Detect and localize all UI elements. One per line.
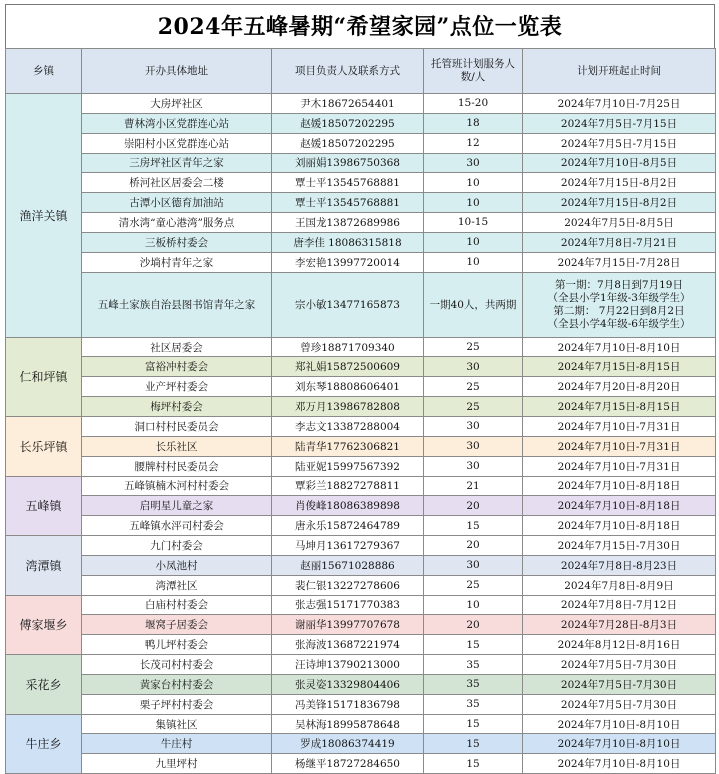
table-row xyxy=(6,357,716,377)
count-cell: 15 xyxy=(424,516,523,536)
address-cell: 牛庄村 xyxy=(82,734,272,754)
town-cell: 湾潭镇 xyxy=(6,536,82,596)
time-cell: 2024年7月15日-7月28日 xyxy=(523,252,716,272)
table-row xyxy=(6,232,716,252)
town-cell: 牛庄乡 xyxy=(6,714,82,774)
address-cell: 社区居委会 xyxy=(82,337,272,357)
time-cell: 2024年7月10日-8月10日 xyxy=(523,714,716,734)
contact-cell: 张海波13687221974 xyxy=(272,635,424,655)
count-cell: 10 xyxy=(424,252,523,272)
table-row xyxy=(6,754,716,774)
contact-cell: 罗成18086374419 xyxy=(272,734,424,754)
count-cell: 15 xyxy=(424,734,523,754)
address-cell: 三房坪社区青年之家 xyxy=(82,153,272,173)
count-cell: 30 xyxy=(424,436,523,456)
time-cell: 2024年7月10日-7月31日 xyxy=(523,436,716,456)
time-cell: 2024年7月5日-8月5日 xyxy=(523,213,716,233)
town-cell: 仁和坪镇 xyxy=(6,337,82,416)
table-row xyxy=(6,655,716,675)
contact-cell: 覃士平13545768881 xyxy=(272,173,424,193)
table-row xyxy=(6,133,716,153)
time-cell: 2024年7月15日-7月30日 xyxy=(523,536,716,556)
contact-cell: 肖俊峰18086389898 xyxy=(272,496,424,516)
table-row xyxy=(6,436,716,456)
contact-cell: 覃士平13545768881 xyxy=(272,193,424,213)
page-title: 2024年五峰暑期“希望家园”点位一览表 xyxy=(5,4,715,48)
table-row xyxy=(6,252,716,272)
time-cell: 2024年7月8日-8月9日 xyxy=(523,575,716,595)
town-cell: 长乐坪镇 xyxy=(6,416,82,476)
count-cell: 10 xyxy=(424,595,523,615)
count-cell: 10-15 xyxy=(424,213,523,233)
address-cell: 业产坪村委会 xyxy=(82,377,272,397)
contact-cell: 唐李佳 18086315818 xyxy=(272,232,424,252)
address-cell: 腰牌村村民委员会 xyxy=(82,456,272,476)
count-cell: 18 xyxy=(424,113,523,133)
count-cell: 25 xyxy=(424,397,523,417)
time-cell: 2024年7月8日-7月21日 xyxy=(523,232,716,252)
time-line: 第一期：7月8日到7月19日 xyxy=(555,278,683,291)
time-cell: 2024年7月5日-7月15日 xyxy=(523,113,716,133)
address-cell: 富裕冲村委会 xyxy=(82,357,272,377)
contact-cell: 曾珍18871709340 xyxy=(272,337,424,357)
count-cell: 15-20 xyxy=(424,94,523,114)
address-cell: 白庙村村委会 xyxy=(82,595,272,615)
contact-cell: 尹木18672654401 xyxy=(272,94,424,114)
time-cell: 2024年7月10日-8月18日 xyxy=(523,496,716,516)
count-cell: 30 xyxy=(424,456,523,476)
document-sheet xyxy=(5,4,715,774)
table-row xyxy=(6,397,716,417)
header-contact: 项目负责人及联系方式 xyxy=(272,49,424,94)
address-cell: 古潭小区德育加油站 xyxy=(82,193,272,213)
table-row xyxy=(6,456,716,476)
count-cell: 10 xyxy=(424,232,523,252)
address-cell: 五峰镇楠木河村村委会 xyxy=(82,476,272,496)
header-count: 托管班计划服务人数/人 xyxy=(424,49,523,94)
table-row xyxy=(6,153,716,173)
table-row xyxy=(6,377,716,397)
count-cell: 35 xyxy=(424,674,523,694)
time-cell: 2024年7月10日-8月18日 xyxy=(523,516,716,536)
time-cell: 2024年7月10日-7月25日 xyxy=(523,94,716,114)
address-cell: 九里坪村 xyxy=(82,754,272,774)
town-cell: 傅家堰乡 xyxy=(6,595,82,655)
table-row xyxy=(6,536,716,556)
time-cell: 2024年7月5日-7月15日 xyxy=(523,133,716,153)
contact-cell: 陆青华17762306821 xyxy=(272,436,424,456)
table-row xyxy=(6,272,716,337)
count-cell: 25 xyxy=(424,377,523,397)
address-cell: 集镇社区 xyxy=(82,714,272,734)
address-cell: 沙埫村青年之家 xyxy=(82,252,272,272)
contact-cell: 宗小敏13477165873 xyxy=(272,272,424,337)
contact-cell: 陆亚妮15997567392 xyxy=(272,456,424,476)
count-cell: 20 xyxy=(424,615,523,635)
contact-cell: 杨继平18727284650 xyxy=(272,754,424,774)
contact-cell: 郑礼娟15872500609 xyxy=(272,357,424,377)
count-cell: 20 xyxy=(424,496,523,516)
count-cell: 30 xyxy=(424,416,523,436)
count-cell: 12 xyxy=(424,133,523,153)
address-cell: 九门村委会 xyxy=(82,536,272,556)
contact-cell: 谢丽华13997707678 xyxy=(272,615,424,635)
contact-cell: 赵媛18507202295 xyxy=(272,133,424,153)
count-cell: 15 xyxy=(424,635,523,655)
time-cell: 2024年7月5日-7月30日 xyxy=(523,694,716,714)
table-row xyxy=(6,113,716,133)
contact-cell: 李志文13387288004 xyxy=(272,416,424,436)
header-address: 开办具体地址 xyxy=(82,49,272,94)
town-cell: 五峰镇 xyxy=(6,476,82,536)
table-row xyxy=(6,694,716,714)
time-cell: 2024年7月5日-7月30日 xyxy=(523,655,716,675)
contact-cell: 李宏艳13997720014 xyxy=(272,252,424,272)
address-cell: 梅坪村委会 xyxy=(82,397,272,417)
time-cell: 2024年7月10日-7月31日 xyxy=(523,456,716,476)
contact-cell: 唐永乐15872464789 xyxy=(272,516,424,536)
address-cell: 五峰镇水泙司村委会 xyxy=(82,516,272,536)
time-cell: 2024年7月10日-8月10日 xyxy=(523,734,716,754)
table-row xyxy=(6,94,716,114)
table-row xyxy=(6,575,716,595)
count-cell: 30 xyxy=(424,357,523,377)
address-cell: 黄家台村村委会 xyxy=(82,674,272,694)
header-town: 乡镇 xyxy=(6,49,82,94)
time-line: （全县小学1年级-3年级学生） xyxy=(547,291,691,304)
count-cell: 25 xyxy=(424,575,523,595)
time-cell: 2024年7月10日-8月10日 xyxy=(523,337,716,357)
address-cell: 清水湾“童心港湾”服务点 xyxy=(82,213,272,233)
count-cell: 15 xyxy=(424,754,523,774)
header-row xyxy=(6,49,716,94)
address-cell: 长乐社区 xyxy=(82,436,272,456)
table-row xyxy=(6,193,716,213)
table-row xyxy=(6,213,716,233)
time-cell: 2024年7月8日-7月12日 xyxy=(523,595,716,615)
table-row xyxy=(6,674,716,694)
contact-cell: 赵丽15671028886 xyxy=(272,555,424,575)
count-cell: 25 xyxy=(424,337,523,357)
time-cell: 2024年7月5日-7月30日 xyxy=(523,674,716,694)
address-cell: 堰窝子居委会 xyxy=(82,615,272,635)
count-cell: 20 xyxy=(424,536,523,556)
address-cell: 五峰土家族自治县图书馆青年之家 xyxy=(82,272,272,337)
table-row xyxy=(6,635,716,655)
contact-cell: 裴仁银13227278606 xyxy=(272,575,424,595)
table-row xyxy=(6,476,716,496)
contact-cell: 赵媛18507202295 xyxy=(272,113,424,133)
contact-cell: 王国龙13872689986 xyxy=(272,213,424,233)
time-cell: 2024年7月8日-8月23日 xyxy=(523,555,716,575)
time-cell: 2024年7月10日-7月31日 xyxy=(523,416,716,436)
address-cell: 洞口村村民委员会 xyxy=(82,416,272,436)
time-cell: 2024年7月15日-8月2日 xyxy=(523,173,716,193)
contact-cell: 汪诗坤13790213000 xyxy=(272,655,424,675)
town-cell: 渔洋关镇 xyxy=(6,94,82,338)
time-cell: 2024年7月10日-8月10日 xyxy=(523,754,716,774)
contact-cell: 张志强15171770383 xyxy=(272,595,424,615)
table-row xyxy=(6,714,716,734)
table-row xyxy=(6,416,716,436)
time-line: 第二期： 7月22日到8月2日 xyxy=(553,304,685,317)
address-cell: 小凤池村 xyxy=(82,555,272,575)
contact-cell: 邓万月13986782808 xyxy=(272,397,424,417)
count-cell: 10 xyxy=(424,193,523,213)
count-cell: 21 xyxy=(424,476,523,496)
time-cell: 2024年7月10日-8月18日 xyxy=(523,476,716,496)
address-cell: 湾潭社区 xyxy=(82,575,272,595)
table-row xyxy=(6,555,716,575)
count-cell: 35 xyxy=(424,694,523,714)
address-cell: 长茂司村村委会 xyxy=(82,655,272,675)
table-row xyxy=(6,595,716,615)
time-cell: 2024年7月28日-8月3日 xyxy=(523,615,716,635)
time-cell xyxy=(523,272,716,337)
address-cell: 栗子坪村村委会 xyxy=(82,694,272,714)
table-row xyxy=(6,516,716,536)
time-cell: 2024年7月20日-8月20日 xyxy=(523,377,716,397)
header-time: 计划开班起止时间 xyxy=(523,49,716,94)
table-body xyxy=(6,94,716,774)
table-row xyxy=(6,173,716,193)
schedule-table xyxy=(5,48,716,774)
time-cell: 2024年7月15日-8月15日 xyxy=(523,357,716,377)
contact-cell: 吴林海18995878648 xyxy=(272,714,424,734)
address-cell: 三板桥村委会 xyxy=(82,232,272,252)
time-cell: 2024年7月15日-8月15日 xyxy=(523,397,716,417)
time-cell: 2024年8月12日-8月16日 xyxy=(523,635,716,655)
address-cell: 鸭儿坪村委会 xyxy=(82,635,272,655)
table-row xyxy=(6,734,716,754)
table-row xyxy=(6,337,716,357)
table-row xyxy=(6,615,716,635)
address-cell: 曹林湾小区党群连心站 xyxy=(82,113,272,133)
town-cell: 采花乡 xyxy=(6,655,82,715)
count-cell: 30 xyxy=(424,153,523,173)
count-cell: 15 xyxy=(424,714,523,734)
count-cell: 30 xyxy=(424,555,523,575)
address-cell: 大房坪社区 xyxy=(82,94,272,114)
address-cell: 崇阳村小区党群连心站 xyxy=(82,133,272,153)
contact-cell: 刘丽娟13986750368 xyxy=(272,153,424,173)
address-cell: 启明星儿童之家 xyxy=(82,496,272,516)
count-cell: 35 xyxy=(424,655,523,675)
contact-cell: 张灵姿13329804406 xyxy=(272,674,424,694)
count-cell: 一期40人，共两期 xyxy=(424,272,523,337)
contact-cell: 马坤月13617279367 xyxy=(272,536,424,556)
address-cell: 桥河社区居委会二楼 xyxy=(82,173,272,193)
time-cell: 2024年7月10日-8月5日 xyxy=(523,153,716,173)
time-line: （全县小学4年级-6年级学生） xyxy=(547,317,691,330)
count-cell: 10 xyxy=(424,173,523,193)
table-row xyxy=(6,496,716,516)
contact-cell: 冯美锋15171836798 xyxy=(272,694,424,714)
contact-cell: 刘东琴18808606401 xyxy=(272,377,424,397)
time-cell: 2024年7月15日-8月2日 xyxy=(523,193,716,213)
contact-cell: 覃彩兰18827278811 xyxy=(272,476,424,496)
